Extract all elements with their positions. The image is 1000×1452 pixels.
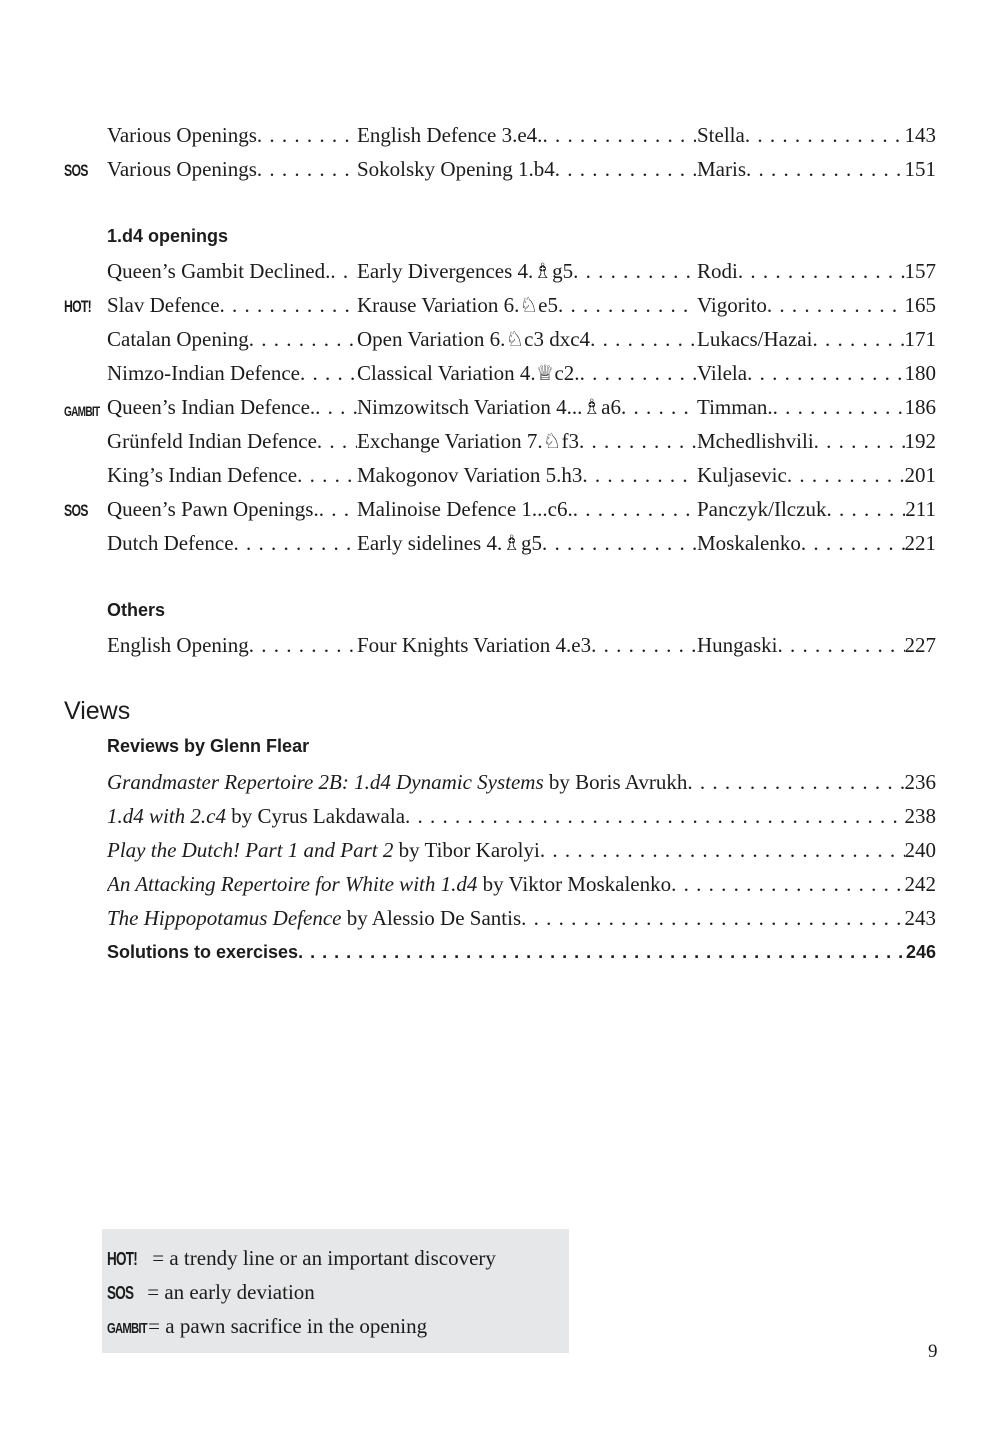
author-name-cell: [697, 154, 936, 184]
leader-dots: [319, 494, 357, 524]
variation-name-cell: [357, 426, 696, 456]
leader-dots: [249, 630, 357, 660]
review-author: by Boris Avrukh: [543, 770, 688, 794]
variation-name: Krause Variation 6.♘e5: [357, 293, 558, 317]
opening-name: Dutch Defence: [107, 531, 234, 555]
review-cell: [107, 767, 936, 797]
page-ref: 180: [904, 361, 936, 385]
leader-dots: [300, 358, 357, 388]
toc-row: [0, 256, 1000, 286]
tag-label: GAMBIT: [64, 403, 100, 419]
page-ref: 236: [904, 770, 936, 794]
author-name-cell: [697, 494, 936, 524]
variation-name-cell: [357, 358, 696, 388]
variation-name: Malinoise Defence 1...c6.: [357, 497, 573, 521]
variation-name: Classical Variation 4.♕c2.: [357, 361, 580, 385]
toc-row: [0, 120, 1000, 150]
author-name-cell: [697, 528, 936, 558]
opening-name: Catalan Opening: [107, 327, 249, 351]
author-name-cell: [697, 324, 936, 354]
leader-dots: [579, 426, 696, 456]
toc-row: [0, 426, 1000, 456]
variation-name: Early sidelines 4.♗g5: [357, 531, 543, 555]
toc-row: [0, 494, 1000, 524]
toc-row: [0, 392, 1000, 422]
legend-text: = a pawn sacrifice in the opening: [148, 1314, 428, 1338]
page-number: 9: [928, 1341, 938, 1362]
toc-row: [0, 290, 1000, 320]
page-ref: 242: [904, 872, 936, 896]
author-name-cell: [697, 358, 936, 388]
leader-dots: [542, 528, 696, 558]
opening-name-cell: [107, 528, 357, 558]
leader-dots: [767, 290, 905, 320]
opening-name: Slav Defence: [107, 293, 220, 317]
solutions-row: [0, 937, 1000, 967]
review-book-title: Grandmaster Repertoire 2B: 1.d4 Dynamic Systems: [107, 770, 544, 794]
toc-row: [0, 154, 1000, 184]
leader-dots: [580, 358, 696, 388]
review-author: by Alessio De Santis: [341, 906, 522, 930]
opening-name: Queen’s Gambit Declined.: [107, 259, 331, 283]
legend-tag: HOT!: [107, 1249, 137, 1269]
review-cell: [107, 801, 936, 831]
page-ref: 211: [905, 497, 936, 521]
variation-name: Makogonov Variation 5.h3: [357, 463, 583, 487]
page-ref: 227: [904, 633, 936, 657]
page-ref: 243: [904, 906, 936, 930]
legend-line: [107, 1243, 496, 1273]
review-cell: [107, 903, 936, 933]
leader-dots: [405, 801, 904, 831]
section-heading-others: Others: [107, 600, 166, 620]
author-name: Rodi: [697, 259, 738, 283]
leader-dots: [315, 392, 357, 422]
author-name-cell: [697, 290, 936, 320]
variation-name-cell: [357, 256, 696, 286]
leader-dots: [582, 460, 696, 490]
variation-name: Open Variation 6.♘c3 dxc4: [357, 327, 591, 351]
leader-dots: [330, 256, 357, 286]
review-cell: [107, 835, 936, 865]
variation-name: Exchange Variation 7.♘f3: [357, 429, 579, 453]
leader-dots: [687, 767, 904, 797]
review-author: by Tibor Karolyi: [393, 838, 540, 862]
opening-name: Grünfeld Indian Defence: [107, 429, 317, 453]
leader-dots: [826, 494, 905, 524]
page-ref: 221: [904, 531, 936, 555]
leader-dots: [747, 358, 904, 388]
opening-name: Various Openings: [107, 123, 257, 147]
leader-dots: [671, 869, 904, 899]
page-ref: 238: [904, 804, 936, 828]
review-book-title: 1.d4 with 2.c4: [107, 804, 226, 828]
variation-name-cell: [357, 290, 696, 320]
leader-dots: [555, 154, 696, 184]
author-name: Stella: [697, 123, 745, 147]
author-name: Maris: [697, 157, 746, 181]
section-heading-d4: 1.d4 openings: [107, 226, 229, 246]
opening-name-cell: [107, 358, 357, 388]
page-ref: 201: [904, 463, 936, 487]
author-name: Lukacs/Hazai: [697, 327, 813, 351]
page-ref: 192: [904, 429, 936, 453]
review-cell: [107, 869, 936, 899]
opening-name: Queen’s Pawn Openings.: [107, 497, 319, 521]
toc-row: [0, 324, 1000, 354]
leader-dots: [745, 120, 905, 150]
leader-dots: [812, 324, 904, 354]
author-name: Panczyk/Ilczuk: [697, 497, 827, 521]
review-book-title: The Hippopotamus Defence: [107, 906, 342, 930]
toc-row: [0, 460, 1000, 490]
legend-text: = an early deviation: [142, 1280, 315, 1304]
variation-name: English Defence 3.e4.: [357, 123, 543, 147]
opening-name: Various Openings: [107, 157, 257, 181]
author-name: Mchedlishvili: [697, 429, 814, 453]
leader-dots: [573, 494, 696, 524]
views-heading: Views: [64, 697, 131, 725]
leader-dots: [591, 630, 696, 660]
review-author: by Cyrus Lakdawala: [226, 804, 406, 828]
page-ref: 186: [904, 395, 936, 419]
variation-name-cell: [357, 154, 696, 184]
opening-name: Nimzo-Indian Defence: [107, 361, 300, 385]
page-ref: 240: [904, 838, 936, 862]
legend-line: [107, 1277, 315, 1307]
author-name: Hungaski: [697, 633, 778, 657]
leader-dots: [773, 392, 905, 422]
author-name: Moskalenko: [697, 531, 801, 555]
reviews-heading: Reviews by Glenn Flear: [107, 736, 310, 756]
review-row: [0, 767, 1000, 797]
leader-dots: [542, 120, 696, 150]
variation-name-cell: [357, 494, 696, 524]
variation-name: Four Knights Variation 4.e3: [357, 633, 592, 657]
opening-name-cell: [107, 256, 357, 286]
review-entry: [107, 835, 540, 865]
review-entry: [107, 903, 521, 933]
author-name-cell: [697, 460, 936, 490]
leader-dots: [298, 937, 906, 967]
opening-name-cell: [107, 630, 357, 660]
leader-dots: [801, 528, 905, 558]
author-name-cell: [697, 120, 936, 150]
variation-name-cell: [357, 460, 696, 490]
tag-label: SOS: [64, 501, 88, 520]
page-ref: 151: [904, 157, 936, 181]
leader-dots: [814, 426, 905, 456]
author-name: Timman.: [697, 395, 773, 419]
leader-dots: [257, 120, 357, 150]
leader-dots: [249, 324, 357, 354]
opening-name-cell: [107, 154, 357, 184]
leader-dots: [317, 426, 357, 456]
review-author: by Viktor Moskalenko: [477, 872, 672, 896]
author-name-cell: [697, 256, 936, 286]
opening-name: English Opening: [107, 633, 249, 657]
opening-name: Queen’s Indian Defence.: [107, 395, 316, 419]
review-row: [0, 835, 1000, 865]
toc-row: [0, 358, 1000, 388]
author-name-cell: [697, 426, 936, 456]
leader-dots: [234, 528, 357, 558]
legend-tag: GAMBIT: [107, 1320, 147, 1337]
review-entry: [107, 869, 671, 899]
page-ref: 157: [904, 259, 936, 283]
review-row: [0, 903, 1000, 933]
variation-name-cell: [357, 630, 696, 660]
author-name: Kuljasevic: [697, 463, 787, 487]
review-entry: [107, 767, 687, 797]
solutions-label: Solutions to exercises: [107, 942, 299, 962]
legend-box: [102, 1229, 569, 1353]
leader-dots: [787, 460, 905, 490]
review-book-title: Play the Dutch! Part 1 and Part 2: [107, 838, 394, 862]
tag-label: HOT!: [64, 297, 92, 316]
leader-dots: [220, 290, 357, 320]
review-row: [0, 869, 1000, 899]
leader-dots: [521, 903, 904, 933]
variation-name: Sokolsky Opening 1.b4: [357, 157, 555, 181]
leader-dots: [746, 154, 905, 184]
review-entry: [107, 801, 405, 831]
page-ref: 171: [904, 327, 936, 351]
leader-dots: [573, 256, 696, 286]
leader-dots: [738, 256, 905, 286]
opening-name-cell: [107, 426, 357, 456]
leader-dots: [590, 324, 696, 354]
opening-name-cell: [107, 120, 357, 150]
author-name: Vilela: [697, 361, 748, 385]
legend-line: [107, 1311, 427, 1341]
variation-name: Nimzowitsch Variation 4...♗a6: [357, 395, 621, 419]
author-name-cell: [697, 392, 936, 422]
opening-name-cell: [107, 290, 357, 320]
review-book-title: An Attacking Repertoire for White with 1.d4: [107, 872, 478, 896]
opening-name-cell: [107, 392, 357, 422]
review-row: [0, 801, 1000, 831]
variation-name-cell: [357, 120, 696, 150]
leader-dots: [297, 460, 357, 490]
toc-row: [0, 630, 1000, 660]
variation-name-cell: [357, 324, 696, 354]
legend-tag: SOS: [107, 1283, 134, 1303]
toc-row: [0, 528, 1000, 558]
leader-dots: [558, 290, 696, 320]
page-ref: 165: [904, 293, 936, 317]
leader-dots: [257, 154, 357, 184]
solutions-page: 246: [905, 942, 936, 962]
variation-name-cell: [357, 392, 696, 422]
leader-dots: [540, 835, 905, 865]
author-name: Vigorito: [697, 293, 767, 317]
variation-name: Early Divergences 4.♗g5: [357, 259, 574, 283]
author-name-cell: [697, 630, 936, 660]
leader-dots: [621, 392, 696, 422]
legend-text: = a trendy line or an important discovery: [147, 1246, 496, 1270]
opening-name-cell: [107, 494, 357, 524]
opening-name-cell: [107, 460, 357, 490]
tag-label: SOS: [64, 161, 88, 180]
opening-name-cell: [107, 324, 357, 354]
opening-name: King’s Indian Defence: [107, 463, 298, 487]
variation-name-cell: [357, 528, 696, 558]
leader-dots: [778, 630, 905, 660]
page-ref: 143: [904, 123, 936, 147]
